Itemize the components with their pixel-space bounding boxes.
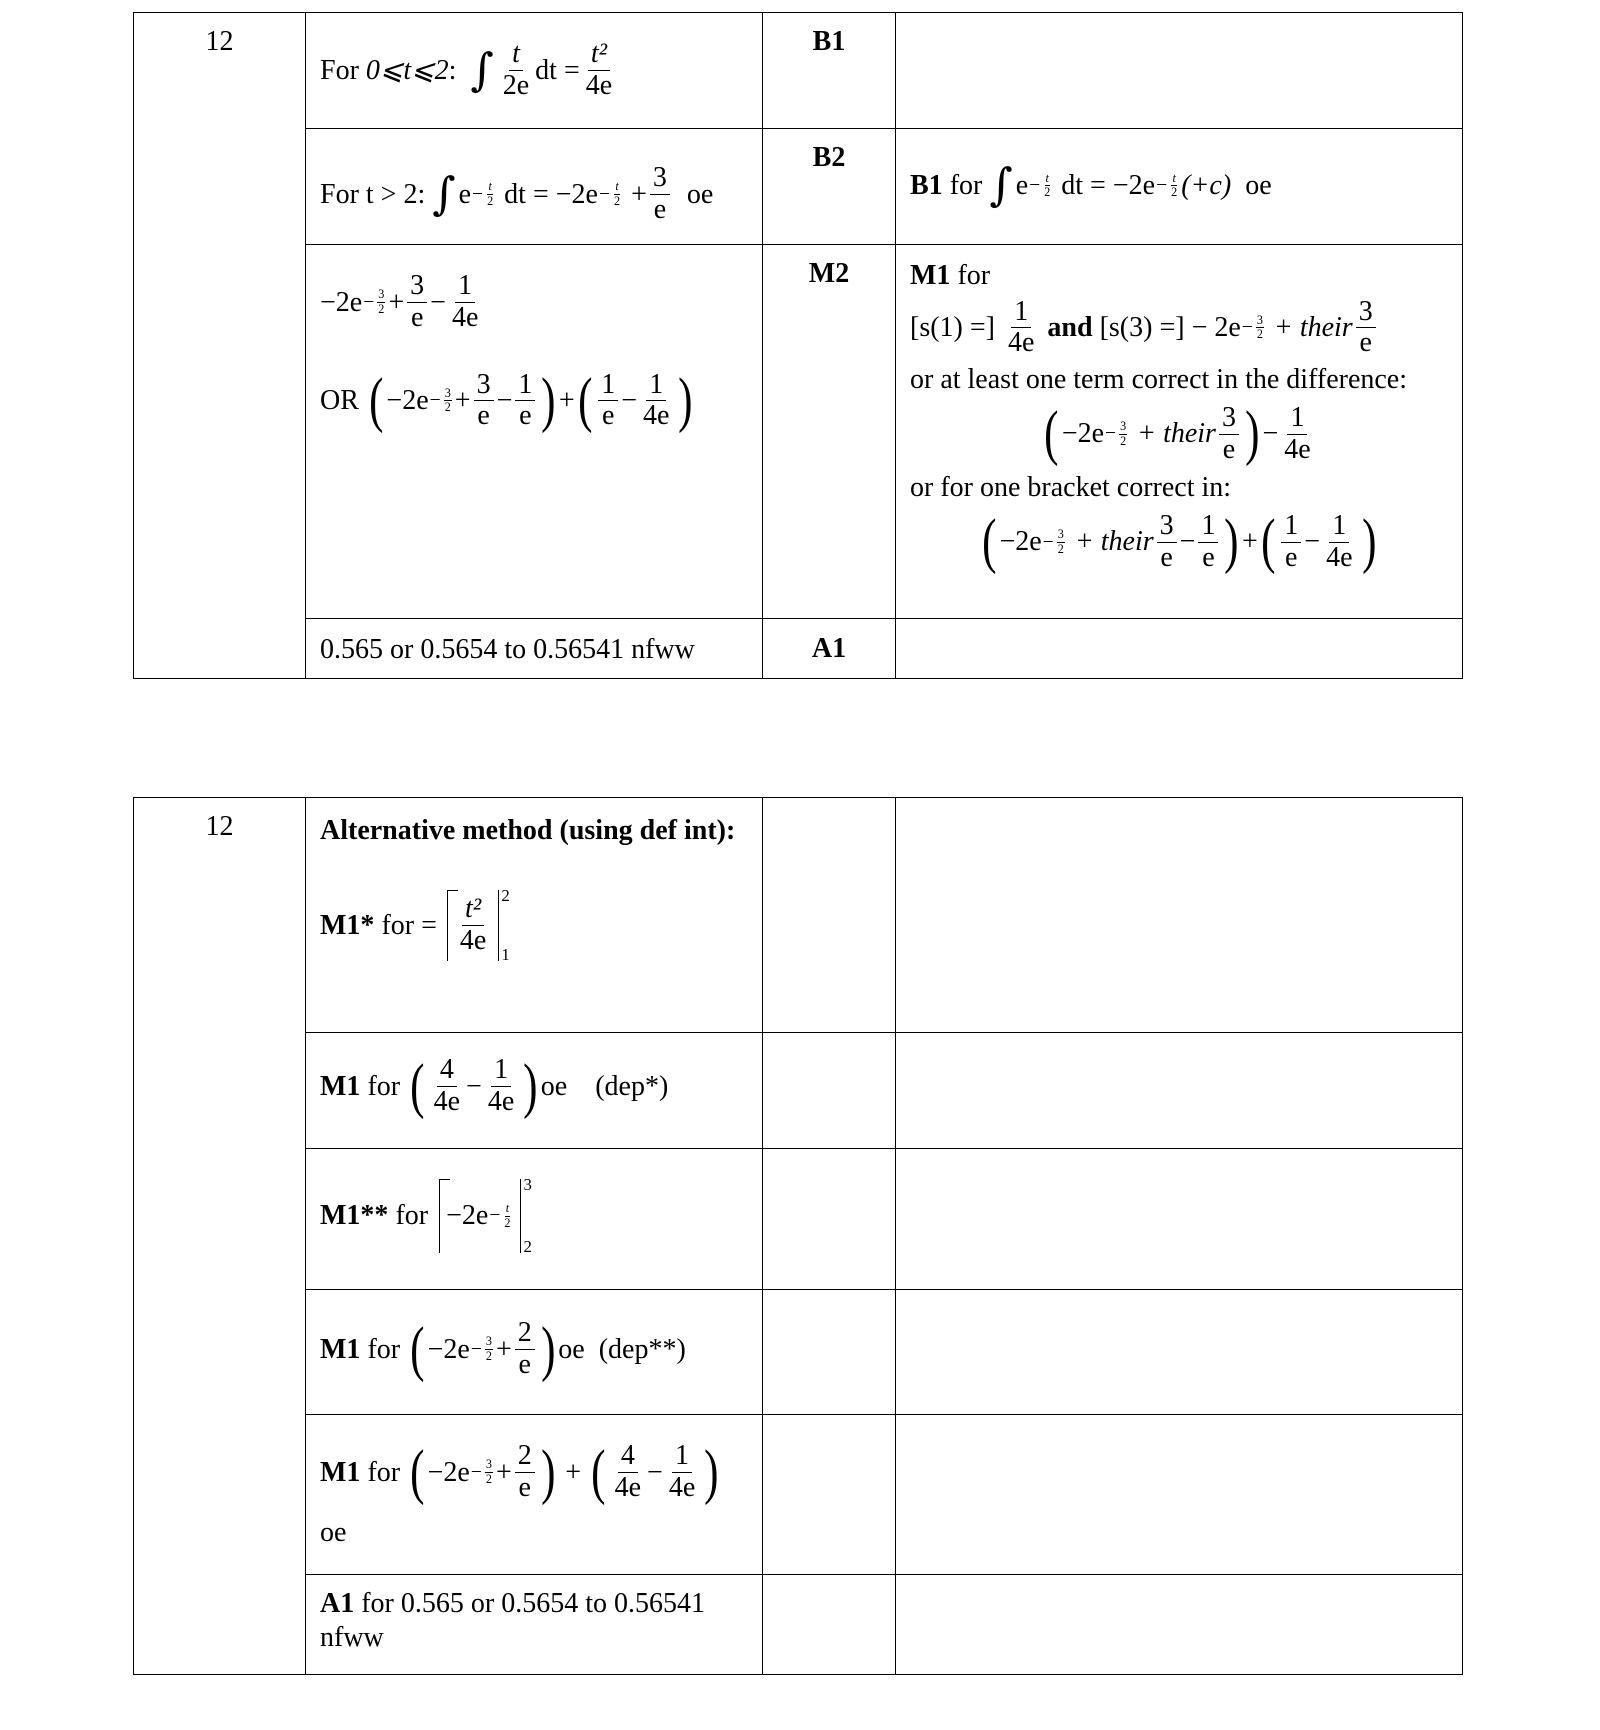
mark-scheme-table-1 [133, 12, 1463, 679]
guidance-expression-3: ( −2e − $\frac{3}{2}$ + their $\frac{3}{e}$ − $\frac{1}{e}$ ) + ( $\frac{1}{e}$ − $\frac{1}{4e}$ ) [982, 507, 1376, 576]
guidance-cell [896, 129, 1463, 245]
guidance-cell [896, 619, 1463, 679]
answer-expression-2: OR ( −2e − $\frac{3}{2}$ + $\frac{3}{e}$ − $\frac{1}{e}$ ) + ( $\frac{1}{e}$ − $\frac{1}{4e}$ ) [320, 366, 693, 435]
table-row [134, 619, 1463, 679]
guidance-cell [896, 1033, 1463, 1149]
question-number: 12 [134, 13, 306, 679]
mark-cell [763, 1415, 896, 1575]
answer-cell [306, 1033, 763, 1149]
answer-cell [306, 129, 763, 245]
answer-cell: A1 for 0.565 or 0.5654 to 0.56541 nfww [306, 1575, 763, 1675]
table-row [134, 245, 1463, 619]
method-expression: M1 for ( −2e − $\frac{3}{2}$ + $\frac{2}{e}$ ) + ( $\frac{4}{4e}$ − $\frac{1}{4e}$ ) [320, 1437, 719, 1506]
table-row [134, 1415, 1463, 1575]
mark-cell [763, 1033, 896, 1149]
answer-cell [306, 1290, 763, 1415]
guidance-cell [896, 1415, 1463, 1575]
table-row [134, 1290, 1463, 1415]
method-expression: M1 for ( $\frac{4}{4e}$ − $\frac{1}{4e}$ ) oe (dep*) [320, 1051, 669, 1120]
mark-cell: B1 [763, 13, 896, 129]
table-row [134, 129, 1463, 245]
method-expression: M1* for = $\frac{\text{t²}}{4e}$ 2 1 [320, 885, 510, 965]
answer-cell: 0.565 or 0.5654 to 0.56541 nfww [306, 619, 763, 679]
answer-cell [306, 1415, 763, 1575]
mark-cell: M2 [763, 245, 896, 619]
answer-expression-1: −2e − $\frac{3}{2}$ + $\frac{3}{e}$ − $\frac{1}{4e}$ [320, 270, 479, 333]
answer-cell [306, 245, 763, 619]
oe-text: oe [320, 1516, 347, 1548]
table-row [134, 13, 1463, 129]
mark-cell: B2 [763, 129, 896, 245]
table-row [134, 798, 1463, 1033]
guidance-cell [896, 1575, 1463, 1675]
mark-scheme-table-2 [133, 797, 1463, 1675]
guidance-expression-1: [s(1) =] $\frac{1}{4e}$ and [s(3) =] − 2e − $\frac{3}{2}$ + their $\frac{3}{e}$ [910, 297, 1379, 360]
guidance-text: or at least one term correct in the difference: [910, 364, 1408, 396]
mark-cell [763, 1149, 896, 1290]
guidance-cell [896, 1290, 1463, 1415]
method-expression: M1** for −2e − $\frac{t}{2}$ 3 2 [320, 1175, 532, 1256]
mark-cell: A1 [763, 619, 896, 679]
answer-cell [306, 13, 763, 129]
question-number: 12 [134, 798, 306, 1675]
mark-cell [763, 1290, 896, 1415]
table-row [134, 1575, 1463, 1675]
guidance-cell [896, 798, 1463, 1033]
mark-cell [763, 798, 896, 1033]
method-expression: M1 for ( −2e − $\frac{3}{2}$ + $\frac{2}{e}$ ) oe (dep**) [320, 1314, 686, 1383]
guidance-cell [896, 1149, 1463, 1290]
answer-expression: For 0⩽t⩽2 : ∫ $\frac{t}{2e}$ dt = $\frac{\text{t²}}{4e}$ [320, 38, 613, 101]
answer-expression: For t > 2: ∫ e − $\frac{t}{2}$ dt = −2e − $\frac{t}{2}$ + $\frac{3}{e}$ oe [320, 162, 714, 225]
guidance-cell [896, 13, 1463, 129]
guidance-text: or for one bracket correct in: [910, 472, 1232, 504]
section-heading: Alternative method (using def int): [320, 815, 736, 846]
table-row [134, 1033, 1463, 1149]
guidance-cell: M1 for [s(1) =] $\frac{1}{4e}$ and [s(3) =] − 2e − $\frac{3}{2}$ + their $\frac{3}{e}$ or at least one term correct in the difference: ( −2e − $\frac{3}{2}$ + their $\frac{3}{e}$ ) − $\frac{1}{4e}$ or for one bracket correct in: ( −2e − $\frac{3}{2}$ + their $\frac{3}{e}$ − $\frac{1}{e}$ ) + ( $\frac{1}{e}$ − $\frac{1}{4e}$ ) [896, 245, 1463, 619]
answer-cell [306, 1149, 763, 1290]
guidance-expression: B1 for ∫ e − $\frac{t}{2}$ dt = −2e − $\frac{t}{2}$ (+c) oe [910, 158, 1272, 211]
table-row [134, 1149, 1463, 1290]
guidance-expression-2: ( −2e − $\frac{3}{2}$ + their $\frac{3}{e}$ ) − $\frac{1}{4e}$ [1044, 399, 1311, 468]
answer-cell [306, 798, 763, 1033]
mark-cell [763, 1575, 896, 1675]
